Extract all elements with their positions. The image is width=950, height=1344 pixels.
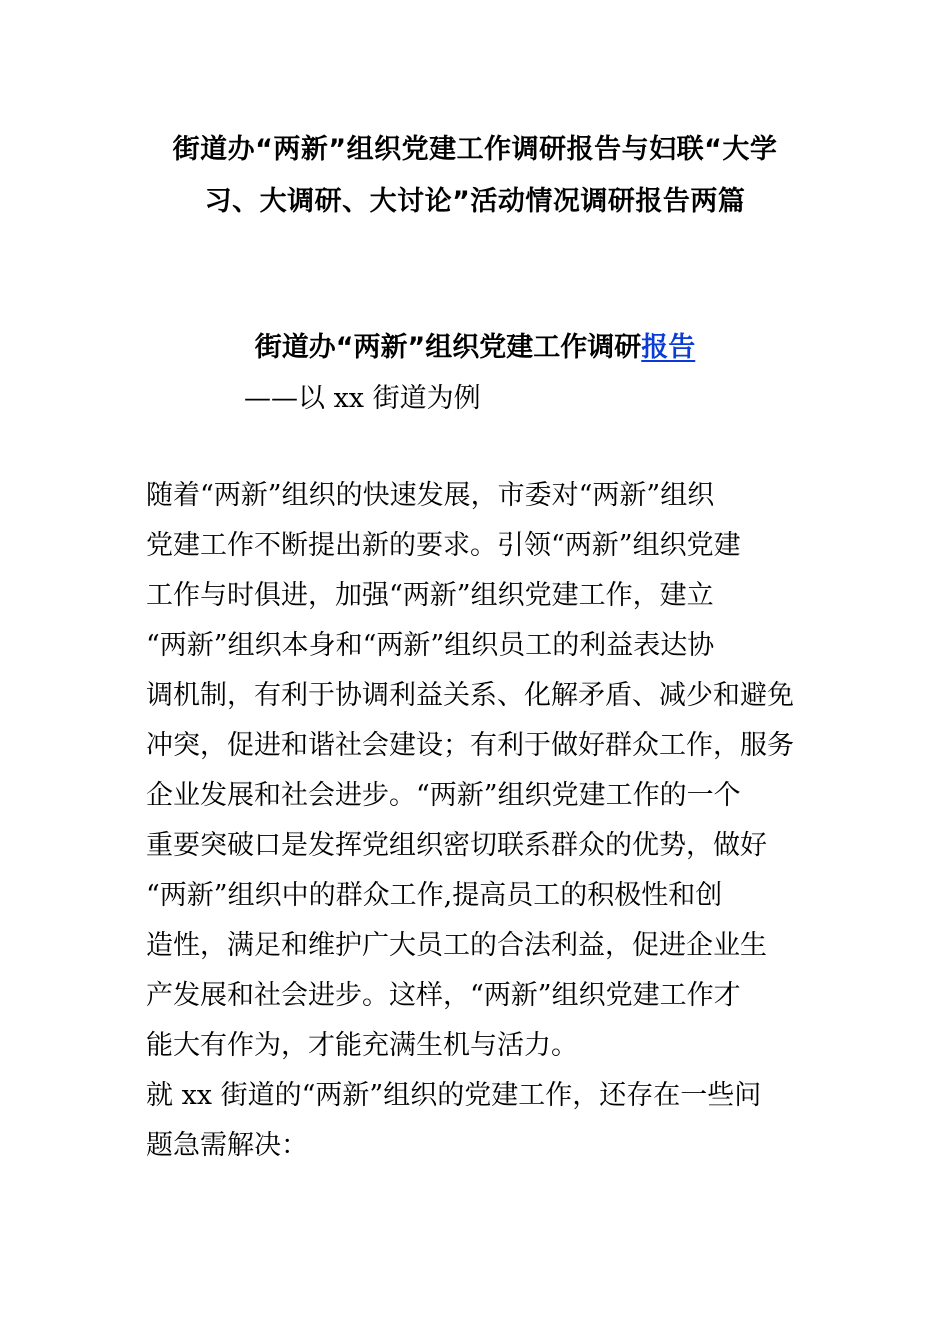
body-line: 党建工作不断提出新的要求。引领“两新”组织党建 bbox=[146, 530, 741, 561]
body-line: “两新”组织中的群众工作,提高员工的积极性和创 bbox=[146, 880, 723, 911]
document-title bbox=[130, 124, 820, 228]
body-line: 题急需解决： bbox=[146, 1130, 308, 1161]
body-line: 冲突，促进和谐社会建设；有利于做好群众工作，服务 bbox=[146, 730, 794, 761]
body-line: 产发展和社会进步。这样，“两新”组织党建工作才 bbox=[146, 980, 741, 1011]
document-title-line: 街道办“两新”组织党建工作调研报告与妇联“大学 bbox=[172, 134, 778, 165]
body-line: 能大有作为，才能充满生机与活力。 bbox=[146, 1030, 578, 1061]
byline: ——以 xx 街道为例 bbox=[244, 383, 481, 414]
section-title bbox=[130, 322, 820, 374]
body-line: 调机制，有利于协调利益关系、化解矛盾、减少和避免 bbox=[146, 680, 794, 711]
body-line: “两新”组织本身和“两新”组织员工的利益表达协 bbox=[146, 630, 715, 661]
body-line: 企业发展和社会进步。“两新”组织党建工作的一个 bbox=[146, 780, 741, 811]
body-line: 重要突破口是发挥党组织密切联系群众的优势，做好 bbox=[146, 830, 767, 861]
body-line: 工作与时俱进，加强“两新”组织党建工作，建立 bbox=[146, 580, 714, 611]
section-title-text: 街道办“两新”组织党建工作调研 bbox=[254, 332, 642, 363]
body-line: 造性，满足和维护广大员工的合法利益，促进企业生 bbox=[146, 930, 767, 961]
report-link[interactable]: 报告 bbox=[641, 332, 696, 363]
body-line: 随着“两新”组织的快速发展，市委对“两新”组织 bbox=[146, 480, 715, 511]
body-line: 就 xx 街道的“两新”组织的党建工作，还存在一些问 bbox=[146, 1080, 762, 1111]
body-text bbox=[146, 471, 810, 1171]
document-title-line: 习、大调研、大讨论”活动情况调研报告两篇 bbox=[204, 186, 746, 217]
